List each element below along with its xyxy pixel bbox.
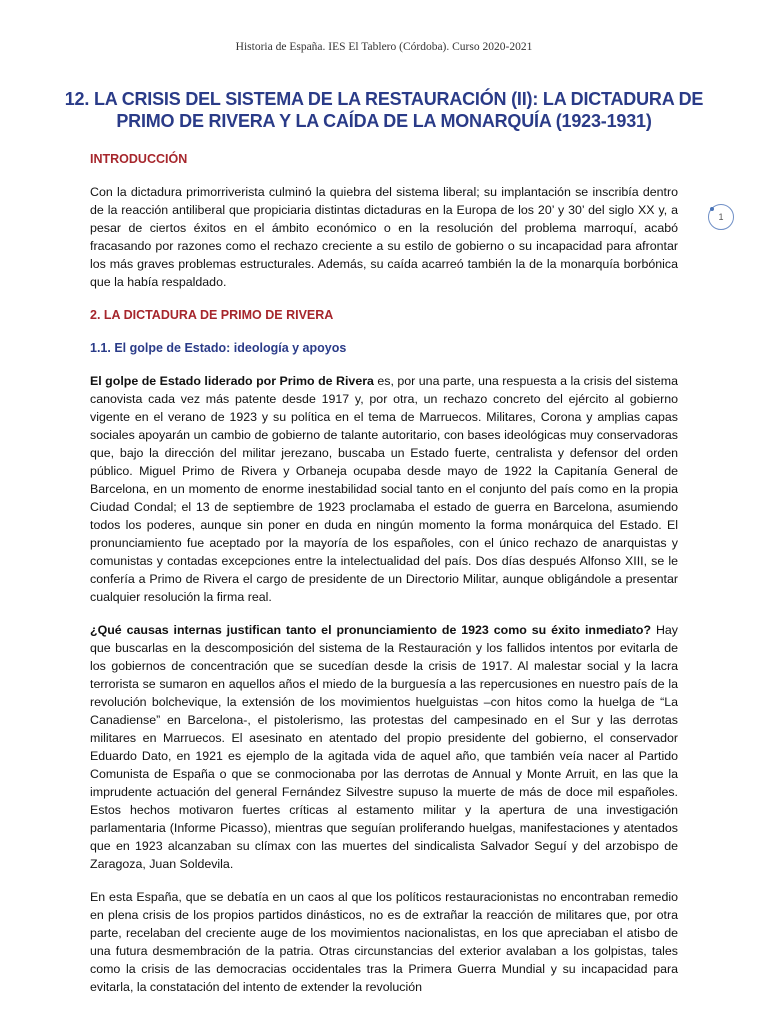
document-body [90, 150, 678, 1011]
paragraph-2-lead: ¿Qué causas internas justifican tanto el pronunciamiento de 1923 como su éxito inmediato? [90, 623, 652, 637]
paragraph-2 [90, 621, 678, 873]
paragraph-2-text: Hay que buscarlas en la descomposición del sistema de la Restauración y los fallidos intentos por evitarla de los gobiernos de concentración que se sucedían desde la crisis de 1917. Al malestar social y la lacra terrorista se sumaron en aquellos años el miedo de la burguesía a las repercusiones en nuestro país de la revolución bolchevique, la extensión de los movimientos huelguistas –con hitos como la huelga de “La Canadiense” en Barcelona-, el pistolerismo, las protestas del campesinado en el Sur y las derrotas militares en Marruecos. El asesinato en atentado del propio presidente del gobierno, el conservador Eduardo Dato, en 1921 es ejemplo de la agitada vida de aquel año, que también veía nacer al Partido Comunista de España o que se conmocionaba por las derrotas de Annual y Monte Arruit, en las que la imprudente actuación del general Fernández Silvestre supuso la muerte de más de doce mil españoles. Estos hechos motivaron fuertes críticas al estamento militar y la apertura de una investigación parlamentaria (Informe Picasso), mientras que seguían proliferando huelgas, manifestaciones y atentados que en 1923 alcanzaban su clímax con las muertes del sindicalista Salvador Seguí y del arzobispo de Zaragoza, Juan Soldevila. [90, 623, 678, 871]
title-line-1: 12. LA CRISIS DEL SISTEMA DE LA RESTAURACIÓN (II): LA DICTADURA DE [64, 89, 704, 109]
running-header: Historia de España. IES El Tablero (Córdoba). Curso 2020-2021 [235, 41, 533, 53]
paragraph-1 [90, 372, 678, 606]
paragraph-1-text: es, por una parte, una respuesta a la crisis del sistema canovista cada vez más patente desde 1917 y, por otra, un rechazo concreto del ejército al gobierno vigente en el verano de 1923 y su política en el tema de Marruecos. Militares, Corona y amplias capas sociales apoyarán un cambio de gobierno de talante autoritario, con bases ideológicas muy conservadoras que, bajo la dirección del militar jerezano, buscaba un Estado fuerte, centralista y defensor del orden público. Miguel Primo de Rivera y Orbaneja ocupaba desde mayo de 1922 la Capitanía General de Barcelona, en un momento de enorme inestabilidad social tanto en el conjunto del país como en la propia Ciudad Condal; el 13 de septiembre de 1923 proclamaba el estado de guerra en Barcelona, asumiendo todos los poderes, aunque sin poner en duda en ningún momento la forma monárquica del Estado. El pronunciamiento fue aceptado por la mayoría de los españoles, con el único rechazo de anarquistas y comunistas y contadas excepciones entre la intelectualidad del país. Dos días después Alfonso XIII, se le confería a Primo de Rivera el cargo de presidente de un Directorio Militar, aunque obligándole a presentar cualquier resolución la firma real. [90, 374, 678, 604]
paragraph-1-lead: El golpe de Estado liderado por Primo de Rivera [90, 374, 374, 388]
page-number: 1 [718, 212, 724, 222]
intro-paragraph: Con la dictadura primorriverista culminó la quiebra del sistema liberal; su implantación se inscribía dentro de la reacción antiliberal que propiciaria distintas dictaduras en la Europa de los 20’ y 30’ del siglo XX y, a pesar de ciertos éxitos en el ámbito económico o en la resolución del problema marroquí, acabó fracasando por razones como el rechazo creciente a su estilo de gobierno o su incapacidad para afrontar los más graves problemas estructurales. Además, su caída acarreó también la de la monarquía borbónica que la había respaldado. [90, 185, 678, 289]
page-number-badge [708, 204, 734, 230]
badge-dot-icon [710, 207, 714, 211]
section-2-heading: 2. LA DICTADURA DE PRIMO DE RIVERA [90, 308, 334, 322]
paragraph-3: En esta España, que se debatía en un caos al que los políticos restauracionistas no encontraban remedio en plena crisis de los propios partidos dinásticos, no es de extrañar la reacción de militares que, por otra parte, recelaban del creciente auge de los movimientos nacionalistas, en los que apreciaban el atisbo de una futura desmembración de la patria. Otras circunstancias del exterior avalaban a los golpistas, tales como la crisis de las democracias occidentales tras la Primera Guerra Mundial y su incapacidad para evitarla, la constatación del intento de extender la revolución [90, 890, 678, 994]
intro-heading: INTRODUCCIÓN [90, 152, 188, 166]
document-title [60, 88, 708, 132]
section-2-1-heading: 1.1. El golpe de Estado: ideología y apoyos [90, 341, 347, 355]
title-line-2: PRIMO DE RIVERA Y LA CAÍDA DE LA MONARQUÍA (1923-1931) [116, 111, 652, 131]
